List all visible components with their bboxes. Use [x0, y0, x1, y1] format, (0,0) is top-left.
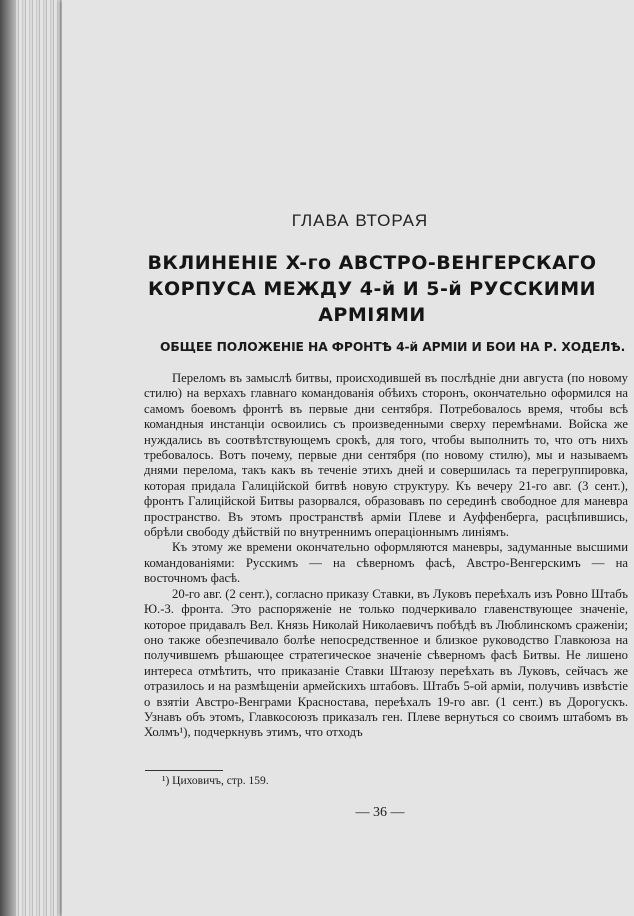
paragraph-1: Переломъ въ замыслѣ битвы, происходившей въ послѣдніе дни августа (по новому стилю) на верхахъ главнаго командованія обѣихъ сторонъ, окончательно оформился на самомъ боевомъ фронтѣ въ первые дни сентября. Потребовалось время, чтобы всѣ командныя инстанціи освоились съ произведенными сверху перемѣнами. Войска же нуждались въ соотвѣтствующемъ срокѣ, для того, чтобы выполнить то, что отъ нихъ требовалось. Вотъ почему, первые дни сентября (по новому стилю), мы и называемъ днями перелома, такъ какъ въ теченіе этихъ дней и совершилась та перегруппировка, которая придала Галиційской битвѣ новую структуру. Къ вечеру 21-го авг. (3 сент.), фронтъ Галиційской Битвы разорвался, образовавъ по серединѣ свободное для маневра пространство. Въ этомъ пространствѣ арміи Плеве и Ауффенберга, расцѣпившись, обрѣли свободу дѣйствій по внутреннимъ операціоннымъ линіямъ.	[144, 371, 628, 540]
page-number: — 36 —	[355, 805, 405, 820]
body-text	[144, 371, 628, 741]
footnote-divider	[145, 770, 223, 771]
title-line-1: ВКЛИНЕНІЕ X-го АВСТРО-ВЕНГЕРСКАГО	[147, 252, 597, 274]
title-line-3: АРМІЯМИ	[318, 304, 426, 326]
section-heading: ОБЩЕЕ ПОЛОЖЕНІЕ НА ФРОНТѢ 4-й АРМІИ И БОИ НА Р. ХОДЕЛѢ.	[160, 340, 626, 354]
chapter-title	[0, 250, 634, 328]
chapter-label: ГЛАВА ВТОРАЯ	[291, 211, 429, 230]
title-line-2: КОРПУСА МЕЖДУ 4-й И 5-й РУССКИМИ	[147, 278, 597, 300]
book-binding	[0, 0, 16, 916]
paragraph-3: 20-го авг. (2 сент.), согласно приказу Ставки, въ Луковъ переѣхалъ изъ Ровно Штабъ Ю.-З. фронта. Это распоряженіе не только подчеркивало главенствующее значеніе, которое придавалъ Вел. Князь Николай Николаевичъ побѣдѣ въ Люблинскомъ сраженіи; оно также обезпечивало болѣе непосредственное и близкое руководство Главкоюза на получившемъ рѣшающее стратегическое значеніе сѣверномъ фасѣ Битвы. Не лишено интереса отмѣтить, что приказаніе Ставки Штаюзу переѣхать въ Луковъ, сейчасъ же отразилось и на размѣщеніи армейскихъ штабовъ. Штабъ 5-ой арміи, получивъ извѣстіе о взятіи Австро-Венграми Красностава, переѣхалъ 19-го авг. (1 сент.) въ Дорогускъ. Узнавъ объ этомъ, Главкосоюзъ приказалъ ген. Плеве вернуться со своимъ штабомъ въ Холмъ¹), подчеркнувъ этимъ, что отходъ	[144, 586, 628, 740]
footnote: ¹) Циховичъ, стр. 159.	[162, 775, 269, 787]
paragraph-2: Къ этому же времени окончательно оформляются маневры, задуманные высшими командованіями: Русскимъ — на сѣверномъ фасѣ, Австро-Венгерскимъ — на восточномъ фасѣ.	[144, 540, 628, 586]
